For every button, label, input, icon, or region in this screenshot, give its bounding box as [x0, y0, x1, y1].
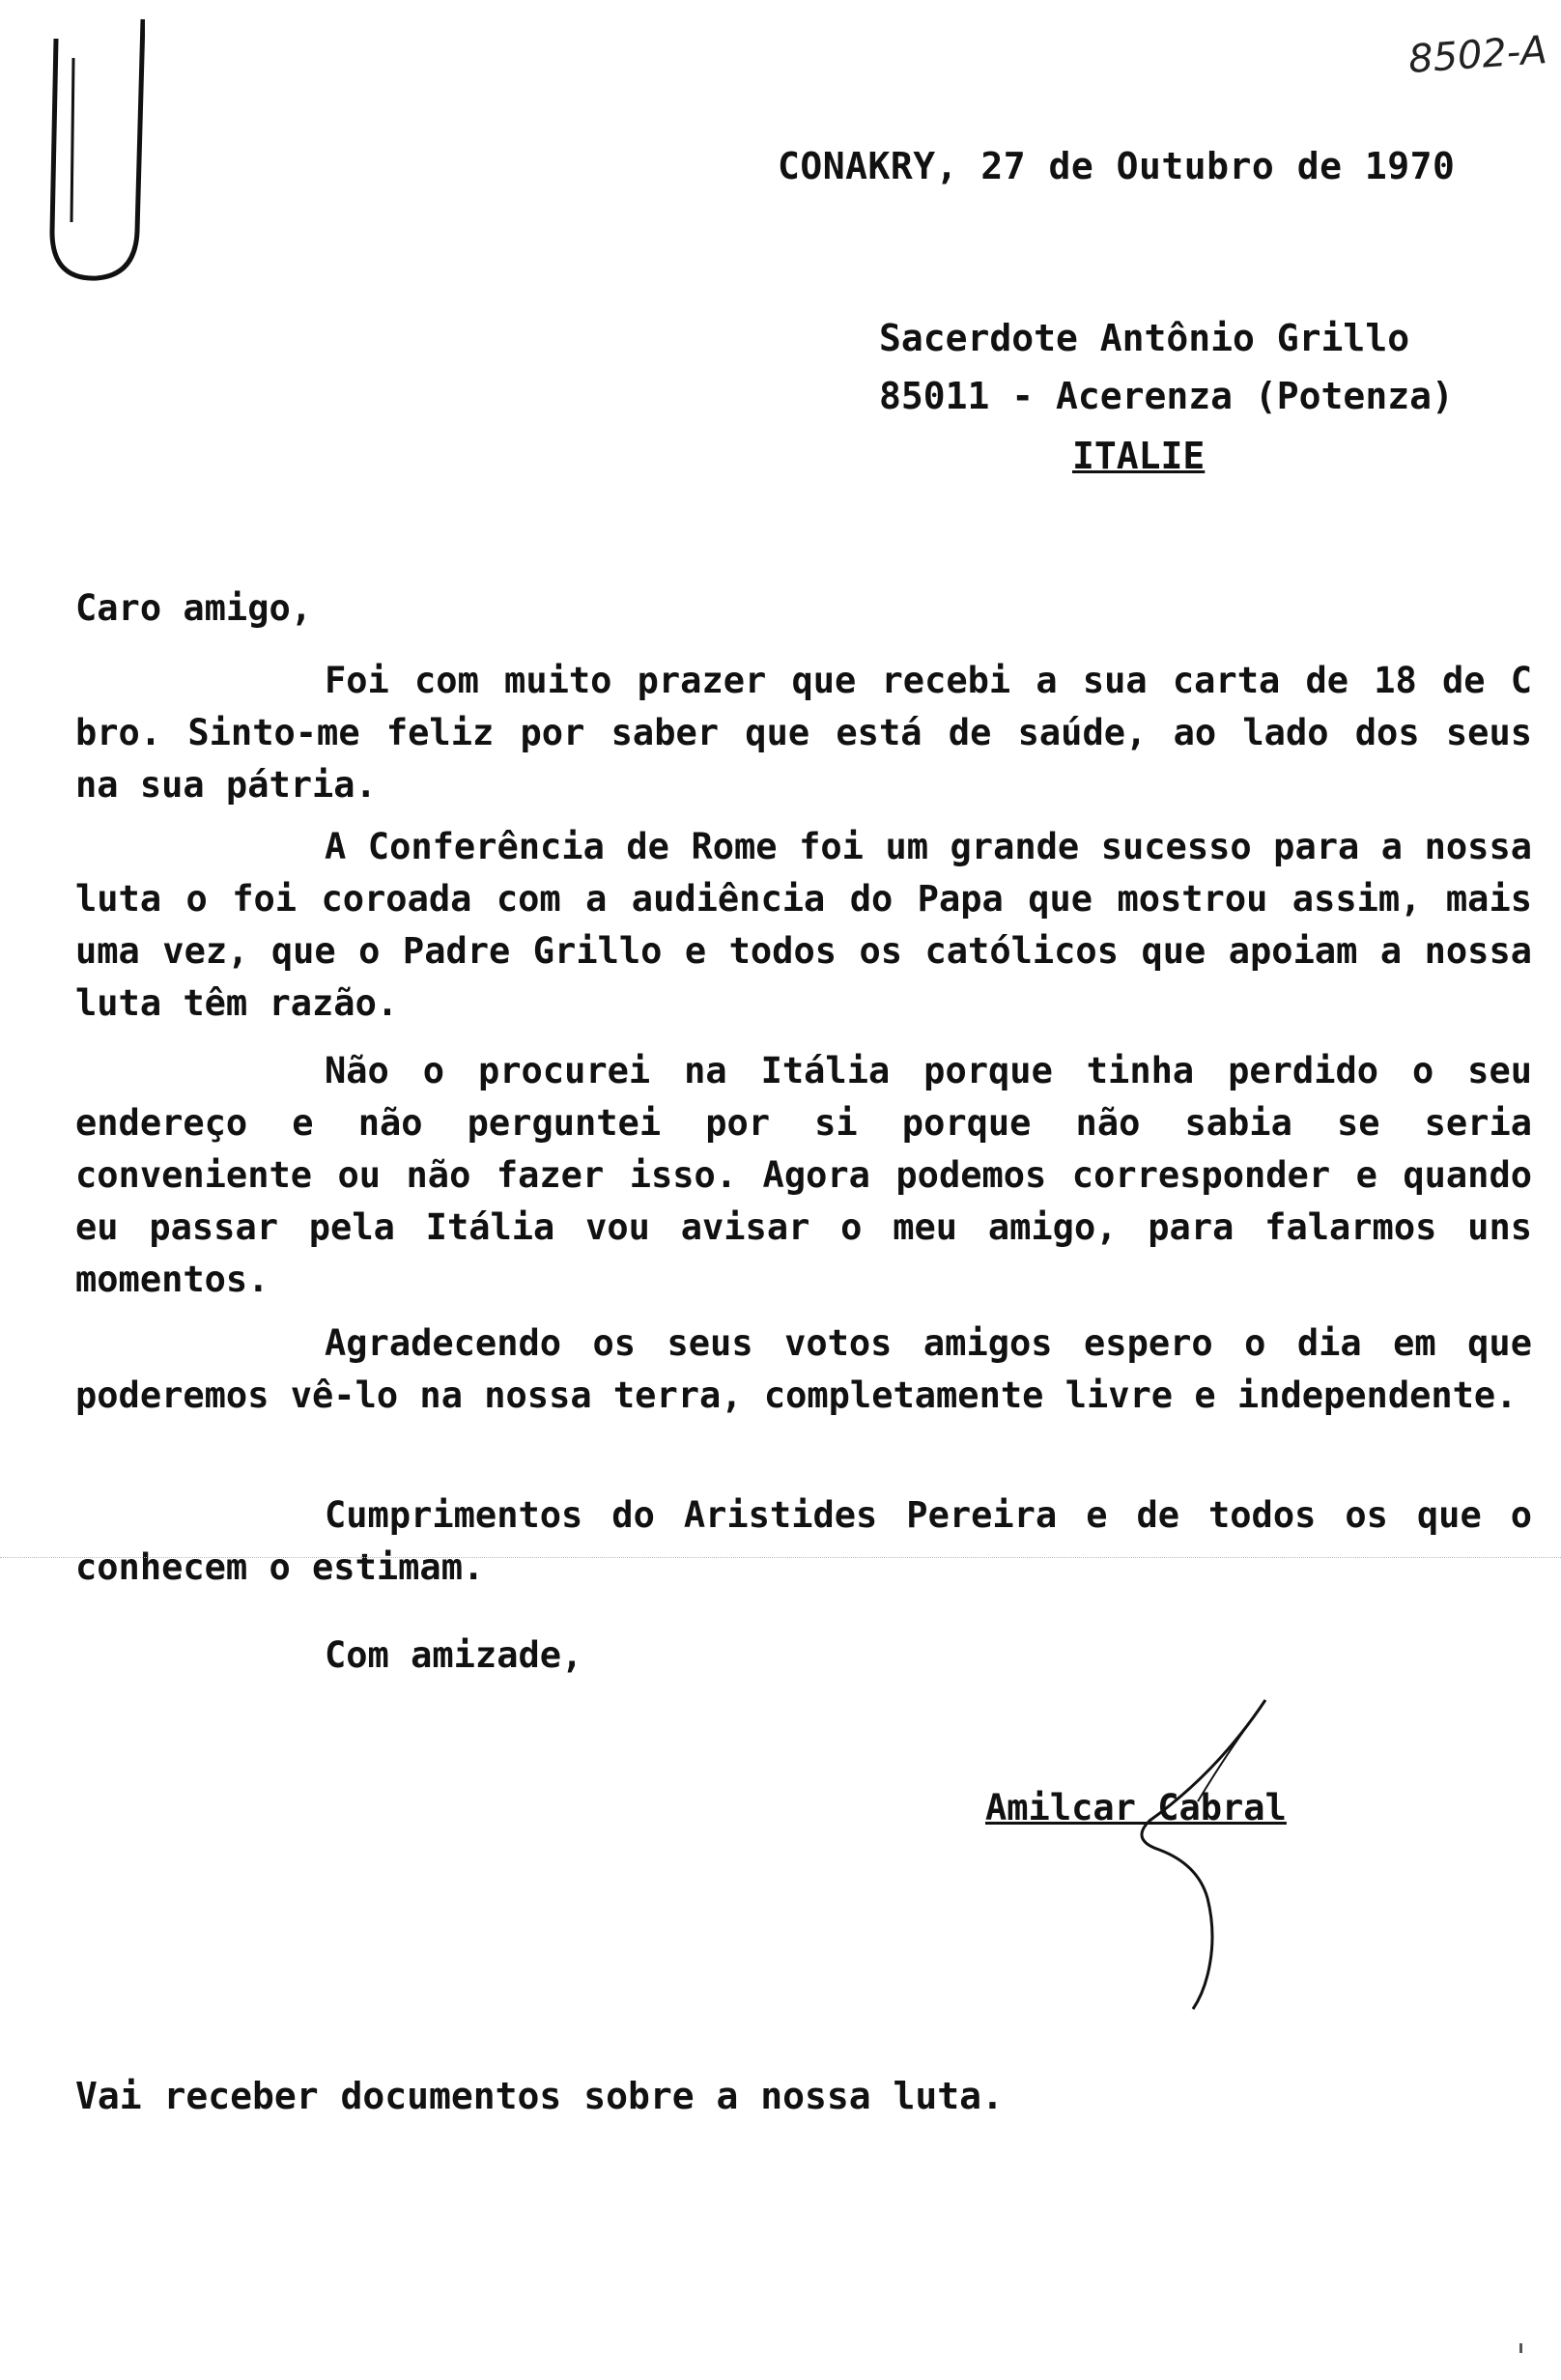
body-paragraph: Não o procurei na Itália porque tinha perdido o seu endereço e não perguntei por si porque não sabia se seria conveniente ou não fazer isso. Agora podemos corresponder e quando eu passar pela Itália vou avisar o meu amigo, para falarmos uns momentos.: [75, 1050, 1532, 1300]
recipient-name: Sacerdote Antônio Grillo: [879, 317, 1410, 359]
postscript: Vai receber documentos sobre a nossa luta.: [75, 2075, 1004, 2117]
handwritten-signature: [976, 1695, 1333, 2014]
date-line: CONAKRY, 27 de Outubro de 1970: [778, 145, 1456, 187]
closing-line: Com amizade,: [325, 1634, 583, 1676]
archive-reference-number: 8502-A: [1406, 28, 1549, 82]
paper-clip-mark: [39, 0, 145, 290]
body-paragraph: Agradecendo os seus votos amigos espero o dia em que poderemos vê-lo na nossa terra, completamente livre e independente.: [75, 1322, 1532, 1416]
recipient-block: [879, 309, 1454, 425]
recipient-country: ITALIE: [1072, 435, 1206, 477]
fold-line: [0, 1557, 1561, 1559]
body-paragraph: A Conferência de Rome foi um grande sucesso para a nossa luta o foi coroada com a audiência do Papa que mostrou assim, mais uma vez, que o Padre Grillo e todos os católicos que apoiam a nossa luta têm razão.: [75, 826, 1532, 1024]
body-paragraph: Foi com muito prazer que recebi a sua carta de 18 de C bro. Sinto-me feliz por saber que está de saúde, ao lado dos seus na sua pátria.: [75, 660, 1532, 806]
signature-block: [976, 1695, 1333, 2014]
margin-mark: [1519, 2343, 1522, 2353]
salutation: Caro amigo,: [75, 587, 313, 629]
recipient-address: 85011 - Acerenza (Potenza): [879, 375, 1454, 417]
signatory-name: Amilcar Cabral: [985, 1787, 1287, 1828]
body-paragraph: Cumprimentos do Aristides Pereira e de todos os que o conhecem o estimam.: [75, 1494, 1532, 1588]
